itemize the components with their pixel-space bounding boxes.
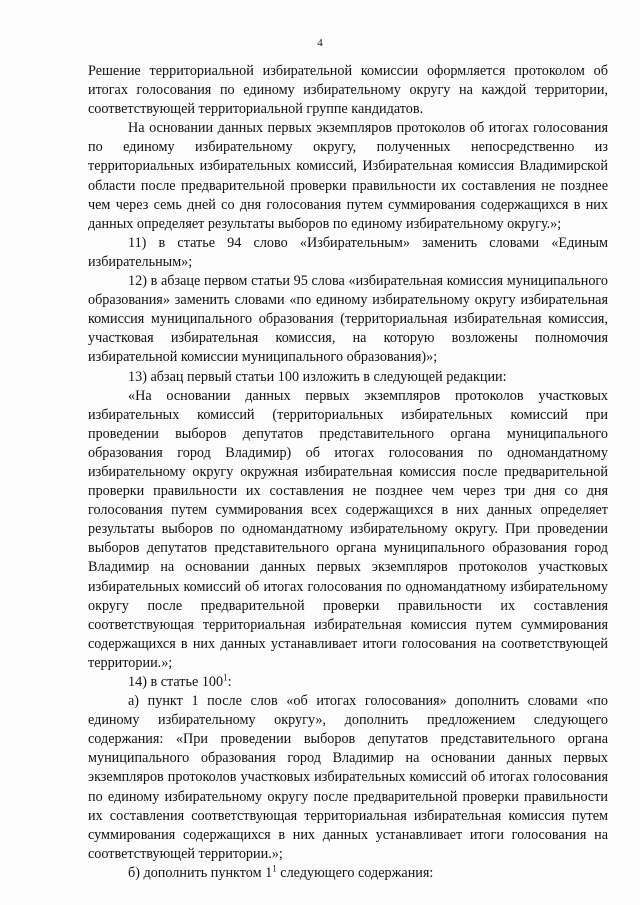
- paragraph-item-11: 11) в статье 94 слово «Избирательным» заменить словами «Единым избирательным»;: [88, 234, 608, 270]
- paragraph-regional-commission-results: На основании данных первых экземпляров протоколов об итогах голосования по единому избирательному округу, полученных непосредственно из территориальных избирательных комиссий, Избирательная комиссия Владимирской области после предварительной проверки правильности их составления не позднее чем через семь дней со дня голосования путем суммирования содержащихся в них данных определяет результаты выборов по единому избирательному округу.»;: [88, 120, 608, 232]
- superscript-index: 1: [223, 672, 228, 683]
- paragraph-item-14: 14) в статье $100^1$:: [128, 672, 232, 690]
- paragraph-item-12: 12) в абзаце первом статьи 95 слова «избирательная комиссия муниципального образования» заменить словами «по единому избирательному округу избирательная комиссия муниципального образования (территориальная избирательная комиссия, участковая избирательная комиссия, на которую возложены полномочия избирательной комиссии муниципального образования)»;: [88, 273, 608, 366]
- paragraph-subitem-b: б) дополнить пунктом $1^1$ следующего содержания:: [128, 863, 434, 881]
- document-body: [88, 62, 608, 883]
- paragraph-article-100-text: «На основании данных первых экземпляров протоколов участковых избирательных комиссий (территориальных избирательных комиссий при проведении выборов депутатов представительного органа муниципального образования город Владимир) об итогах голосования по одномандатному избирательному округу окружная избирательная комиссия после предварительной проверки правильности их составления не позднее чем через три дня со дня голосования путем суммирования всех содержащихся в них данных определяет результаты выборов по одномандатному избирательному округу. При проведении выборов депутатов представительного органа муниципального образования город Владимир на основании данных первых экземпляров протоколов участковых избирательных комиссий об итогах голосования по одномандатному избирательному округу после предварительной проверки правильности их составления соответствующая территориальная избирательная комиссия путем суммирования содержащихся в них данных устанавливает итоги голосования на соответствующей территории.»;: [88, 387, 608, 671]
- paragraph-subitem-a: а) пункт 1 после слов «об итогах голосования» дополнить словами «по единому избирательному округу», дополнить предложением следующего содержания: «При проведении выборов депутатов представительного органа муниципального образования город Владимир на основании данных первых экземпляров протоколов участковых избирательных комиссий об итогах голосования по единому избирательному округу после предварительной проверки правильности их составления соответствующая территориальная избирательная комиссия путем суммирования содержащихся в них данных устанавливает итоги голосования на соответствующей территории.»;: [88, 693, 608, 862]
- page-number: 4: [317, 37, 323, 49]
- paragraph-item-13: 13) абзац первый статьи 100 изложить в следующей редакции:: [128, 368, 507, 385]
- superscript-index: 1: [272, 863, 277, 874]
- paragraph-protocol-decision: Решение территориальной избирательной комиссии оформляется протоколом об итогах голосования по единому избирательному округу на каждой территории, соответствующей территориальной группе кандидатов.: [88, 63, 608, 118]
